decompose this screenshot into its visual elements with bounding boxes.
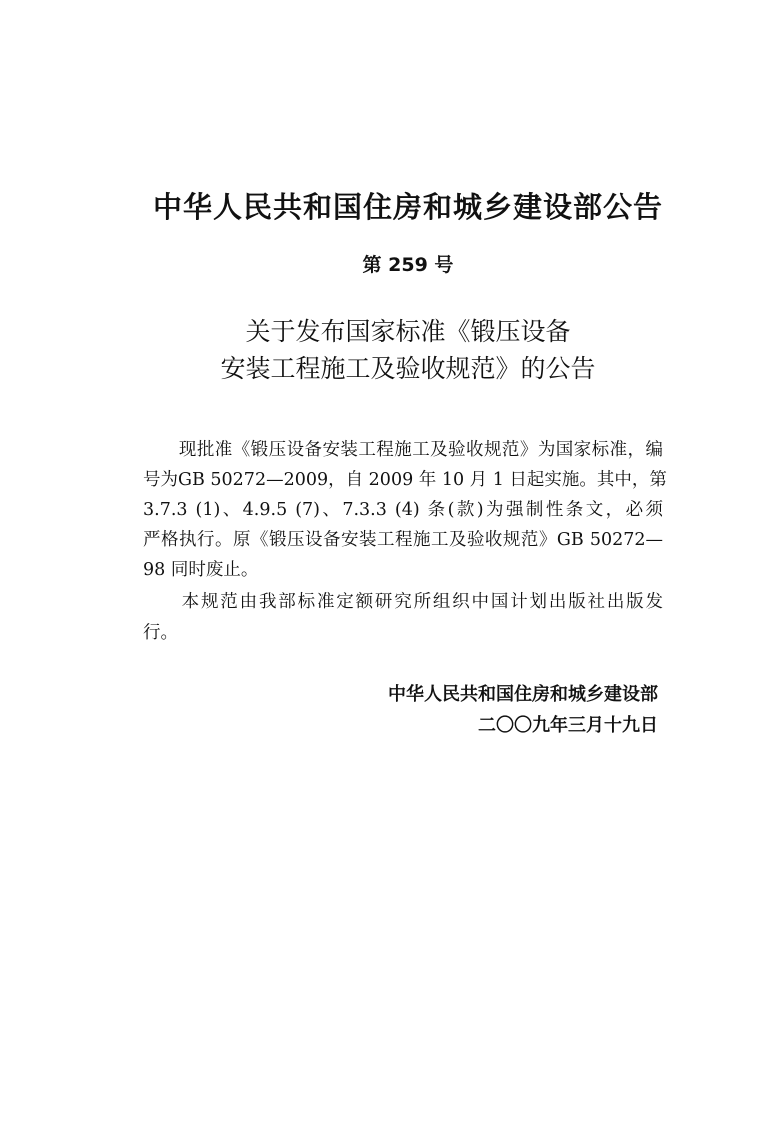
announcement-title: 中华人民共和国住房和城乡建设部公告: [152, 190, 663, 224]
body-line: 行。: [143, 623, 178, 643]
announcement-number: 第 259 号: [362, 254, 454, 276]
body-line: 严格执行。原《锻压设备安装工程施工及验收规范》GB 50272—: [143, 530, 663, 550]
body-line: 本规范由我部标准定额研究所组织中国计划出版社出版发: [143, 592, 663, 612]
subtitle-line-2: 安装工程施工及验收规范》的公告: [220, 354, 596, 383]
subtitle-line-1: 关于发布国家标准《锻压设备: [245, 317, 571, 346]
signature-issuer: 中华人民共和国住房和城乡建设部: [388, 684, 658, 705]
body-line: 现批准《锻压设备安装工程施工及验收规范》为国家标准，编: [143, 440, 663, 460]
body-line: 98 同时废止。: [143, 560, 259, 580]
body-line: 3.7.3 (1)、4.9.5 (7)、7.3.3 (4) 条(款)为强制性条文，必须: [143, 500, 663, 520]
signature-date: 二〇〇九年三月十九日: [478, 715, 658, 736]
body-line: 号为GB 50272—2009，自 2009 年 10 月 1 日起实施。其中，第: [143, 470, 667, 490]
